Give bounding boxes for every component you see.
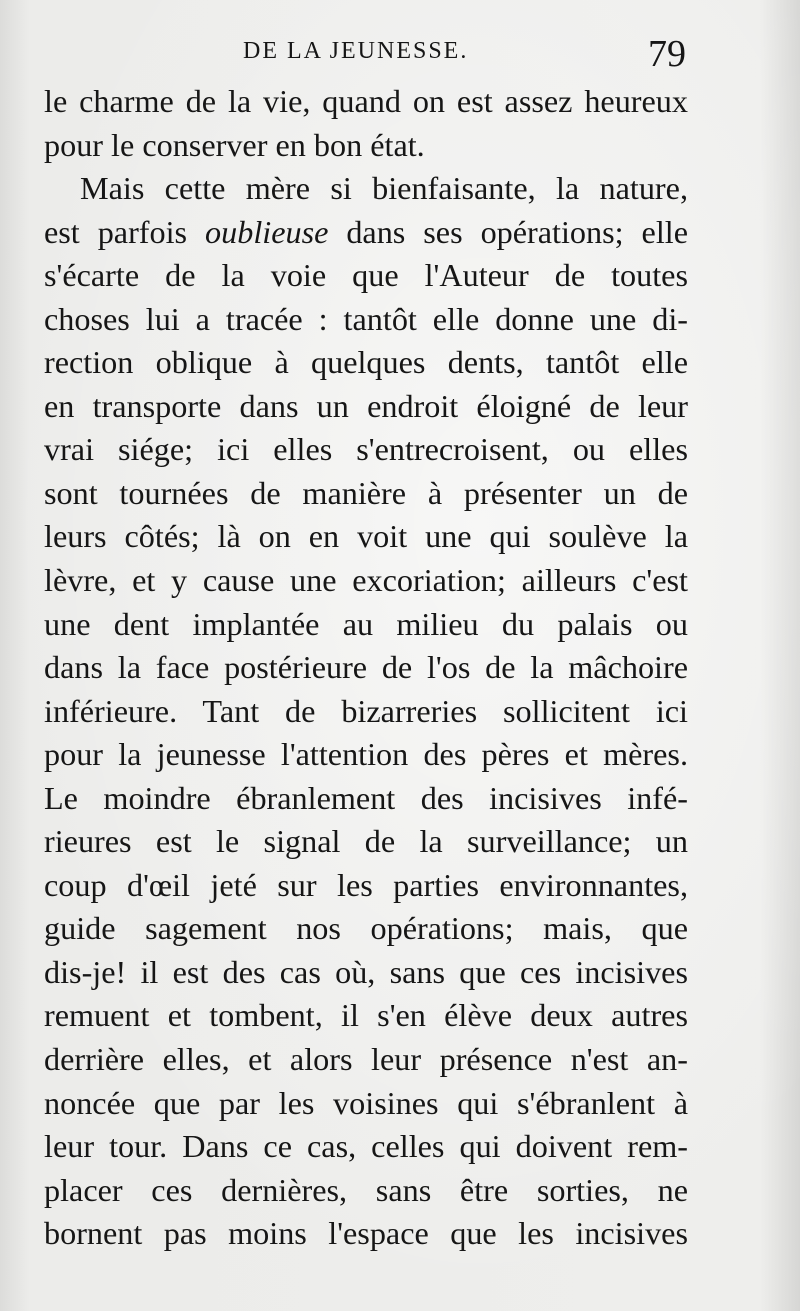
text-line: vrai siége; ici elles s'entrecroisent, ou elles: [44, 431, 688, 468]
text-segment: dans ses opérations; elle: [328, 213, 688, 250]
text-line: noncée que par les voisines qui s'ébranlent à: [44, 1084, 688, 1121]
text-line: dis-je! il est des cas où, sans que ces incisives: [44, 953, 688, 990]
page-number: 79: [648, 33, 686, 75]
text-line: Mais cette mère si bienfaisante, la nature,: [80, 170, 688, 207]
running-head: [0, 34, 800, 74]
text-line: Le moindre ébranlement des incisives infé-: [44, 779, 688, 816]
text-line: coup d'œil jeté sur les parties environnantes,: [44, 866, 688, 903]
text-line: choses lui a tracée : tantôt elle donne une di-: [44, 300, 688, 337]
text-line: le charme de la vie, quand on est assez heureux: [44, 83, 688, 119]
text-line: rieures est le signal de la surveillance; un: [44, 823, 688, 860]
text-line: [44, 211, 688, 255]
text-segment: est parfois: [44, 213, 206, 250]
text-line: inférieure. Tant de bizarreries sollicitent ici: [44, 692, 688, 729]
text-line: en transporte dans un endroit éloigné de leur: [44, 387, 688, 424]
text-line: placer ces dernières, sans être sorties, ne: [44, 1171, 688, 1208]
text-line: pour le conserver en bon état.: [44, 126, 425, 163]
text-line: sont tournées de manière à présenter un de: [44, 474, 688, 511]
text-line: lèvre, et y cause une excoriation; ailleurs c'est: [44, 562, 688, 599]
text-line: derrière elles, et alors leur présence n'est an-: [44, 1041, 688, 1078]
text-line: remuent et tombent, il s'en élève deux autres: [44, 997, 688, 1034]
text-line: bornent pas moins l'espace que les incisives: [44, 1215, 688, 1252]
text-line: pour la jeunesse l'attention des pères et mères.: [44, 736, 688, 773]
text-line: rection oblique à quelques dents, tantôt elle: [44, 344, 688, 381]
text-line: guide sagement nos opérations; mais, que: [44, 910, 688, 947]
text-line: une dent implantée au milieu du palais ou: [44, 605, 688, 642]
running-title: DE LA JEUNESSE.: [243, 38, 469, 64]
text-line: s'écarte de la voie que l'Auteur de toutes: [44, 257, 688, 294]
italic-word: oublieuse: [205, 213, 329, 250]
text-line: dans la face postérieure de l'os de la mâchoire: [44, 649, 688, 686]
text-line: leur tour. Dans ce cas, celles qui doivent rem-: [44, 1128, 688, 1165]
text-line: leurs côtés; là on en voit une qui soulève la: [44, 518, 688, 555]
body-text: [44, 80, 688, 1256]
